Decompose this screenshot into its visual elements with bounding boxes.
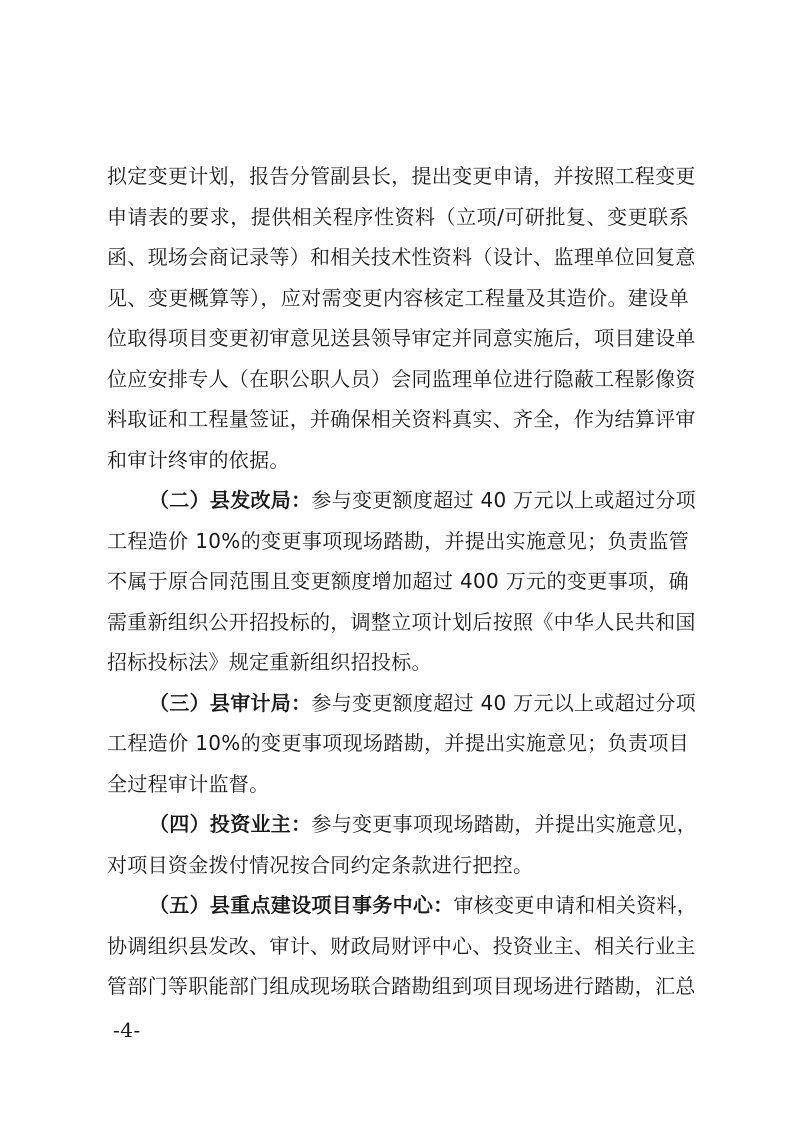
text-line: 位应安排专人（在职公职人员）会同监理单位进行隐蔽工程影像资 bbox=[107, 366, 696, 391]
text-line: 协调组织县发改、审计、财政局财评中心、投资业主、相关行业主 bbox=[107, 933, 696, 958]
section-heading: （四）投资业主： bbox=[149, 812, 312, 836]
text-line: 不属于原合同范围且变更额度增加超过 400 万元的变更事项，确 bbox=[107, 569, 689, 593]
text-line: 招标投标法》规定重新组织招投标。 bbox=[107, 650, 432, 674]
text-line: 位取得项目变更初审意见送县领导审定并同意实施后，项目建设单 bbox=[107, 326, 696, 350]
paragraph-2 bbox=[107, 480, 696, 683]
section-heading: （三）县审计局： bbox=[149, 690, 312, 715]
text-line bbox=[107, 804, 698, 845]
text-line: 见、变更概算等），应对需变更内容核定工程量及其造价。建设单 bbox=[107, 285, 689, 310]
text-run: 参与变更额度超过 40 万元以上或超过分项 bbox=[311, 690, 696, 715]
text-run: 参与变更额度超过 40 万元以上或超过分项 bbox=[311, 488, 696, 512]
section-heading: （五）县重点建设项目事务中心： bbox=[149, 893, 454, 917]
text-line: 申请表的要求，提供相关程序性资料（立项/可研批复、变更联系 bbox=[107, 204, 689, 229]
text-line: 拟定变更计划，报告分管副县长，提出变更申请，并按照工程变更 bbox=[107, 164, 696, 188]
text-line: 工程造价 10%的变更事项现场踏勘，并提出实施意见；负责监管 bbox=[107, 528, 689, 553]
paragraph-1 bbox=[107, 156, 696, 480]
text-line: 和审计终审的依据。 bbox=[107, 447, 290, 472]
text-line: 工程造价 10%的变更事项现场踏勘，并提出实施意见；负责项目 bbox=[107, 731, 689, 755]
text-line: 料取证和工程量签证，并确保相关资料真实、齐全，作为结算评审 bbox=[107, 407, 696, 431]
document-body bbox=[107, 156, 698, 1007]
text-line bbox=[107, 885, 698, 926]
page-number: -4- bbox=[113, 1018, 141, 1042]
text-line bbox=[107, 683, 696, 724]
text-run: 参与变更事项现场踏勘，并提出实施意见， bbox=[311, 812, 698, 836]
text-line: 对项目资金拨付情况按合同约定条款进行把控。 bbox=[107, 852, 534, 877]
text-line bbox=[107, 480, 696, 521]
paragraph-3 bbox=[107, 683, 696, 805]
text-line: 全过程审计监督。 bbox=[107, 771, 270, 796]
paragraph-4 bbox=[107, 804, 698, 885]
paragraph-5 bbox=[107, 885, 698, 1007]
text-line: 管部门等职能部门组成现场联合踏勘组到项目现场进行踏勘，汇总 bbox=[107, 974, 696, 998]
section-heading: （二）县发改局： bbox=[149, 488, 312, 512]
text-run: 审核变更申请和相关资料， bbox=[453, 893, 698, 917]
text-line: 需重新组织公开招投标的，调整立项计划后按照《中华人民共和国 bbox=[107, 609, 696, 634]
text-line: 函、现场会商记录等）和相关技术性资料（设计、监理单位回复意 bbox=[107, 245, 696, 269]
